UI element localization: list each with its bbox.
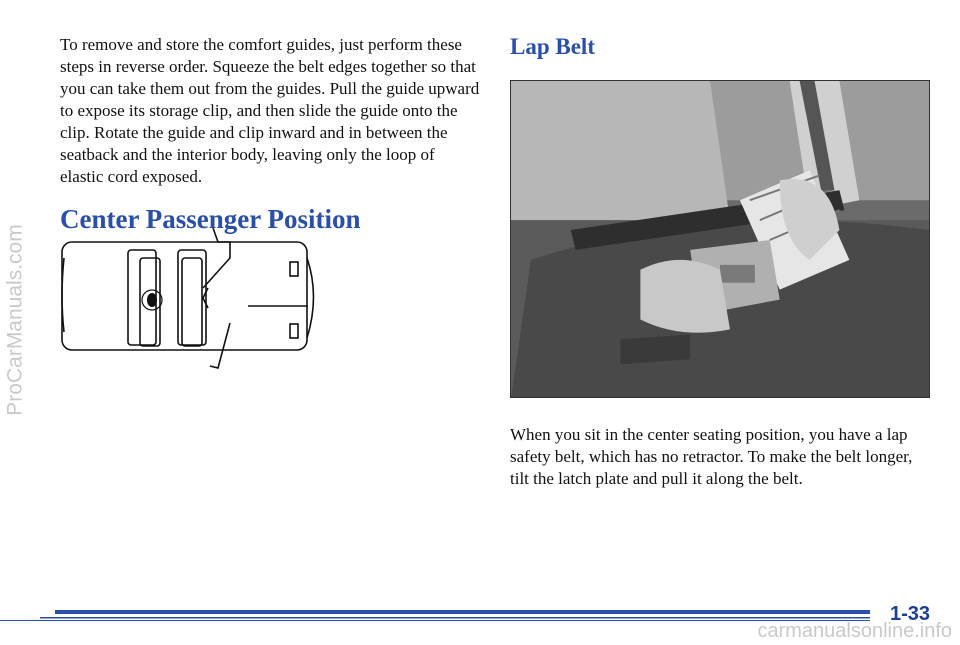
side-watermark [2,20,30,620]
lap-belt-text-block [510,424,925,490]
lap-belt-heading: Lap Belt [510,34,595,59]
right-column [510,34,935,60]
bottom-watermark: carmanualsonline.info [757,620,952,642]
page-number: 1-33 [889,603,930,625]
left-column [60,34,480,235]
vehicle-seat-diagram [58,228,328,378]
lap-belt-photo [510,80,930,398]
side-watermark-text: ProCarManuals.com [4,224,27,416]
center-passenger-heading: Center Passenger Position [60,204,361,234]
lap-belt-paragraph: When you sit in the center seating position, you have a lap safety belt, which has no retractor. To make the belt longer, tilt the latch plate and pull it along the belt. [510,425,913,488]
center-seat-marker [147,293,157,307]
comfort-guide-paragraph: To remove and store the comfort guides, just perform these steps in reverse order. Squeeze the belt edges together so that you can take them out from the guides. Pull the guide upward to expose its storage clip, and then slide the guide onto the clip. Rotate the guide and clip inward and in between the seatback and the interior body, leaving only the loop of elastic cord exposed. [60,35,480,186]
